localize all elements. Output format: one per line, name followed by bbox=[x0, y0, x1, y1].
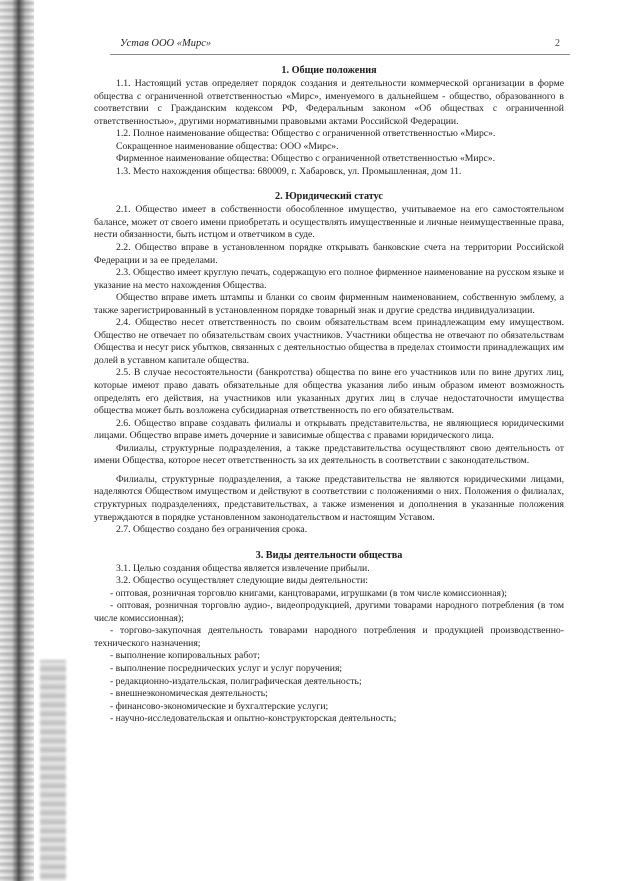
scan-shadow-bottom bbox=[40, 660, 66, 881]
list-item: - внешнеэкономическая деятельность; bbox=[110, 688, 268, 700]
page-number: 2 bbox=[555, 38, 560, 49]
paragraph-2-7: 2.7. Общество создано без ограничения срока. bbox=[116, 524, 308, 536]
paragraph-branches-2: Филиалы, структурные подразделения, а также представительства не являются юридическими лицами, наделяются Обществом имуществом и действуют в соответствии с положениями о них. Положения о филиалах, структурных подразделениях, представительствах, а также изменения и дополнения в указанные положения утверждаются в порядке установленном законодательством и настоящим Уставом. bbox=[94, 473, 564, 523]
paragraph-3-2: 3.2. Общество осуществляет следующие виды деятельности: bbox=[116, 575, 368, 587]
paragraph-2-3: 2.3. Общество имеет круглую печать, содержащую его полное фирменное наименование на русском языке и указание на место нахождения Общества. bbox=[94, 267, 564, 291]
paragraph-short-name: Сокращенное наименование общества: ООО «Мирс». bbox=[116, 140, 339, 152]
list-item: - выполнение копировальных работ; bbox=[110, 650, 260, 662]
paragraph-2-5: 2.5. В случае несостоятельности (банкротства) общества по вине его участников или по вине других лиц, которые имеют право давать обязательные для общества указания либо иным образом имеют возможность определять его действия, на участников или указанных других лиц в случае недостаточности имущества общества может быть возложена субсидиарная ответственность по его обязательствам. bbox=[94, 367, 564, 417]
header-rule bbox=[110, 54, 570, 55]
list-item: - научно-исследовательская и опытно-конструкторская деятельность; bbox=[110, 713, 397, 725]
list-item: - торгово-закупочная деятельность товарами народного потребления и продукцией производственно-технического назначения; bbox=[94, 625, 564, 649]
document-body bbox=[94, 64, 564, 726]
section-title-general: 1. Общие положения bbox=[281, 65, 377, 76]
section-title-legal-status: 2. Юридический статус bbox=[275, 191, 383, 203]
paragraph-1-2: 1.2. Полное наименование общества: Общество с ограниченной ответственностью «Мирс». bbox=[116, 128, 496, 140]
paragraph-firm-name: Фирменное наименование общества: Общество с ограниченной ответственностью «Мирс». bbox=[116, 153, 496, 165]
section-title-activities: 3. Виды деятельности общества bbox=[255, 549, 403, 561]
paragraph-1-3: 1.3. Место нахождения общества: 680009, г. Хабаровск, ул. Промышленная, дом 11. bbox=[116, 165, 462, 177]
paragraph-2-4: 2.4. Общество несет ответственность по своим обязательствам всем принадлежащим ему имуществом. Общество не отвечает по обязательствам своих участников. Участники общества не отвечают по обязательствам Общества и несут риск убытков, связанных с деятельностью общества в пределах стоимости принадлежащих им долей в уставном капитале общества. bbox=[94, 317, 564, 366]
paragraph-stamps: Общество вправе иметь штампы и бланки со своим фирменным наименованием, собственную эмблему, а также зарегистрированный в установленном порядке товарный знак и другие средства индивидуализации. bbox=[94, 292, 564, 316]
paragraph-2-2: 2.2. Общество вправе в установленном порядке открывать банковские счета на территории Российской Федерации и за ее пределами. bbox=[94, 242, 564, 266]
list-item: - оптовая, розничная торговлю книгами, канцтоварами, игрушками (в том числе комиссионная); bbox=[110, 587, 507, 599]
list-item: - финансово-экономические и бухгалтерские услуги; bbox=[110, 700, 329, 712]
list-item: - выполнение посреднических услуг и услуг поручения; bbox=[110, 662, 343, 674]
scan-shadow-left bbox=[0, 0, 34, 881]
list-item: - оптовая, розничная торговлю аудио-, видеопродукцией, другими товарами народного потребления (в том числе комиссионная); bbox=[94, 600, 564, 624]
paragraph-2-6: 2.6. Общество вправе создавать филиалы и открывать представительства, не являющиеся юридическими лицами. Общество вправе иметь дочерние и зависимые общества с правами юридического лица. bbox=[94, 417, 564, 442]
paragraph-2-1: 2.1. Общество имеет в собственности обособленное имущество, учитываемое на его самостоятельном балансе, может от своего имени приобретать и осуществлять имущественные и личные неимущественные права, нести обязанности, быть истцом и ответчиком в суде. bbox=[94, 204, 564, 241]
activities-list bbox=[94, 588, 564, 726]
paragraph-1-1: 1.1. Настоящий устав определяет порядок создания и деятельности коммерческой организации в форме общества с ограниченной ответственностью «Мирс», именуемого в дальнейшем - общество, образованного в соответствии с Гражданским кодексом РФ, Федеральным законом «Об обществах с ограниченной ответственностью», другими нормативными правовыми актами Российской Федерации. bbox=[94, 78, 564, 127]
running-header: Устав ООО «Мирс» bbox=[120, 38, 212, 49]
paragraph-branches-1: Филиалы, структурные подразделения, а также представительства осуществляют свою деятельность от имени Общества, которое несет ответственность за их деятельность в соответствии с законодательством. bbox=[94, 442, 564, 467]
list-item: - редакционно-издательская, полиграфическая деятельность; bbox=[110, 675, 362, 687]
paragraph-3-1: 3.1. Целью создания общества является извлечение прибыли. bbox=[116, 562, 370, 574]
